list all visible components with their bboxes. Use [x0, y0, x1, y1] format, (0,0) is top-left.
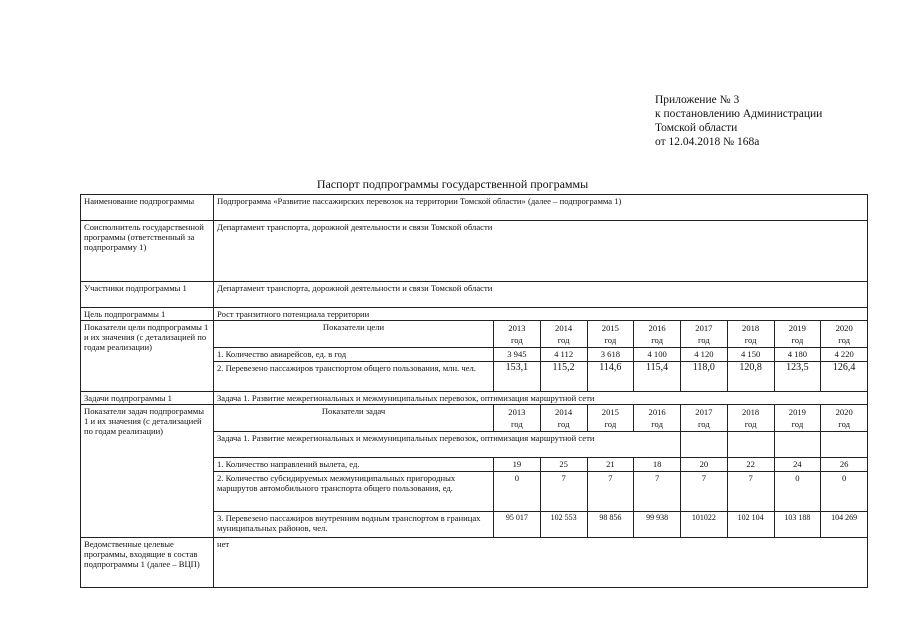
appendix-note [655, 93, 822, 149]
indicator-value: 20 [681, 458, 728, 472]
appendix-line: к постановлению Администрации [655, 108, 823, 120]
indicator-value: 120,8 [727, 362, 774, 392]
indicator-value: 4 150 [727, 348, 774, 362]
indicator-value: 25 [540, 458, 587, 472]
indicator-value: 22 [727, 458, 774, 472]
row-label: Показатели задач подпрограммы 1 и их значения (с детализацией по годам реализации) [81, 405, 214, 538]
appendix-line: Приложение № 3 [655, 94, 740, 106]
indicator-value: 95 017 [494, 512, 541, 538]
table-row [81, 321, 868, 348]
indicator-value: 18 [634, 458, 681, 472]
table-row [81, 392, 868, 405]
indicator-value: 7 [681, 472, 728, 512]
indicator-header: Показатели цели [214, 321, 494, 348]
row-label: Ведомственные целевые программы, входящие в состав подпрограммы 1 (далее – ВЦП) [81, 538, 214, 588]
indicator-name: 1. Количество авиарейсов, ед. в год [214, 348, 494, 362]
empty-cell [774, 432, 821, 458]
indicator-value: 115,2 [540, 362, 587, 392]
row-value: Департамент транспорта, дорожной деятельности и связи Томской области [214, 282, 868, 308]
indicator-value: 123,5 [774, 362, 821, 392]
indicator-name: 2. Перевезено пассажиров транспортом общего пользования, млн. чел. [214, 362, 494, 392]
indicator-value: 4 112 [540, 348, 587, 362]
indicator-value: 102 553 [540, 512, 587, 538]
table-row [81, 405, 868, 432]
indicator-value: 7 [587, 472, 634, 512]
indicator-value: 4 220 [821, 348, 868, 362]
row-value: Задача 1. Развитие межрегиональных и межмуниципальных перевозок, оптимизация маршрутной сети [214, 392, 868, 405]
row-label: Участники подпрограммы 1 [81, 282, 214, 308]
document-title: Паспорт подпрограммы государственной программы [316, 177, 589, 191]
indicator-value: 98 856 [587, 512, 634, 538]
indicator-value: 0 [774, 472, 821, 512]
indicator-value: 7 [634, 472, 681, 512]
row-label: Показатели цели подпрограммы 1 и их значения (с детализацией по годам реализации) [81, 321, 214, 392]
row-label: Задачи подпрограммы 1 [81, 392, 214, 405]
indicator-value: 118,0 [681, 362, 728, 392]
empty-cell [727, 432, 774, 458]
empty-cell [681, 432, 728, 458]
indicator-value: 115,4 [634, 362, 681, 392]
year-header: 2018 год [727, 405, 774, 432]
indicator-name: 1. Количество направлений вылета, ед. [214, 458, 494, 472]
table-row [81, 538, 868, 588]
indicator-value: 104 269 [821, 512, 868, 538]
year-header: 2015 год [587, 321, 634, 348]
year-header: 2018 год [727, 321, 774, 348]
indicator-value: 3 618 [587, 348, 634, 362]
year-header: 2016 год [634, 405, 681, 432]
indicator-name: 3. Перевезено пассажиров внутренним водным транспортом в границах муниципальных районов, чел. [214, 512, 494, 538]
year-header: 2017 год [681, 405, 728, 432]
year-header: 2020 год [821, 405, 868, 432]
indicator-value: 7 [727, 472, 774, 512]
indicator-value: 4 180 [774, 348, 821, 362]
task-subheader: Задача 1. Развитие межрегиональных и межмуниципальных перевозок, оптимизация маршрутной сети [214, 432, 681, 458]
table-row [81, 282, 868, 308]
indicator-header: Показатели задач [214, 405, 494, 432]
indicator-value: 99 938 [634, 512, 681, 538]
row-label: Наименование подпрограммы [81, 195, 214, 221]
passport-table [80, 194, 868, 588]
indicator-value: 101022 [681, 512, 728, 538]
row-value: Департамент транспорта, дорожной деятельности и связи Томской области [214, 221, 868, 282]
row-value: нет [214, 538, 868, 588]
indicator-value: 102 104 [727, 512, 774, 538]
indicator-value: 26 [821, 458, 868, 472]
indicator-value: 126,4 [821, 362, 868, 392]
indicator-value: 4 100 [634, 348, 681, 362]
year-header: 2015 год [587, 405, 634, 432]
indicator-value: 24 [774, 458, 821, 472]
year-header: 2013 год [494, 321, 541, 348]
indicator-value: 21 [587, 458, 634, 472]
table-row [81, 308, 868, 321]
indicator-value: 103 188 [774, 512, 821, 538]
empty-cell [821, 432, 868, 458]
row-label: Цель подпрограммы 1 [81, 308, 214, 321]
table-row [81, 221, 868, 282]
year-header: 2020 год [821, 321, 868, 348]
table-row [81, 195, 868, 221]
indicator-value: 4 120 [681, 348, 728, 362]
row-value: Подпрограмма «Развитие пассажирских перевозок на территории Томской области» (далее – подпрограмма 1) [214, 195, 868, 221]
row-value: Рост транзитного потенциала территории [214, 308, 868, 321]
indicator-value: 114,6 [587, 362, 634, 392]
year-header: 2019 год [774, 321, 821, 348]
year-header: 2014 год [540, 405, 587, 432]
row-label: Соисполнитель государственной программы (ответственный за подпрограмму 1) [81, 221, 214, 282]
indicator-value: 0 [494, 472, 541, 512]
indicator-value: 19 [494, 458, 541, 472]
indicator-value: 153,1 [494, 362, 541, 392]
indicator-value: 7 [540, 472, 587, 512]
indicator-value: 0 [821, 472, 868, 512]
year-header: 2019 год [774, 405, 821, 432]
year-header: 2014 год [540, 321, 587, 348]
appendix-line: Томской области [655, 122, 738, 134]
year-header: 2016 год [634, 321, 681, 348]
appendix-line: от 12.04.2018 № 168а [655, 136, 760, 148]
indicator-value: 3 945 [494, 348, 541, 362]
year-header: 2013 год [494, 405, 541, 432]
indicator-name: 2. Количество субсидируемых межмуниципальных пригородных маршрутов автомобильного транспорта общего пользования, ед. [214, 472, 494, 512]
year-header: 2017 год [681, 321, 728, 348]
